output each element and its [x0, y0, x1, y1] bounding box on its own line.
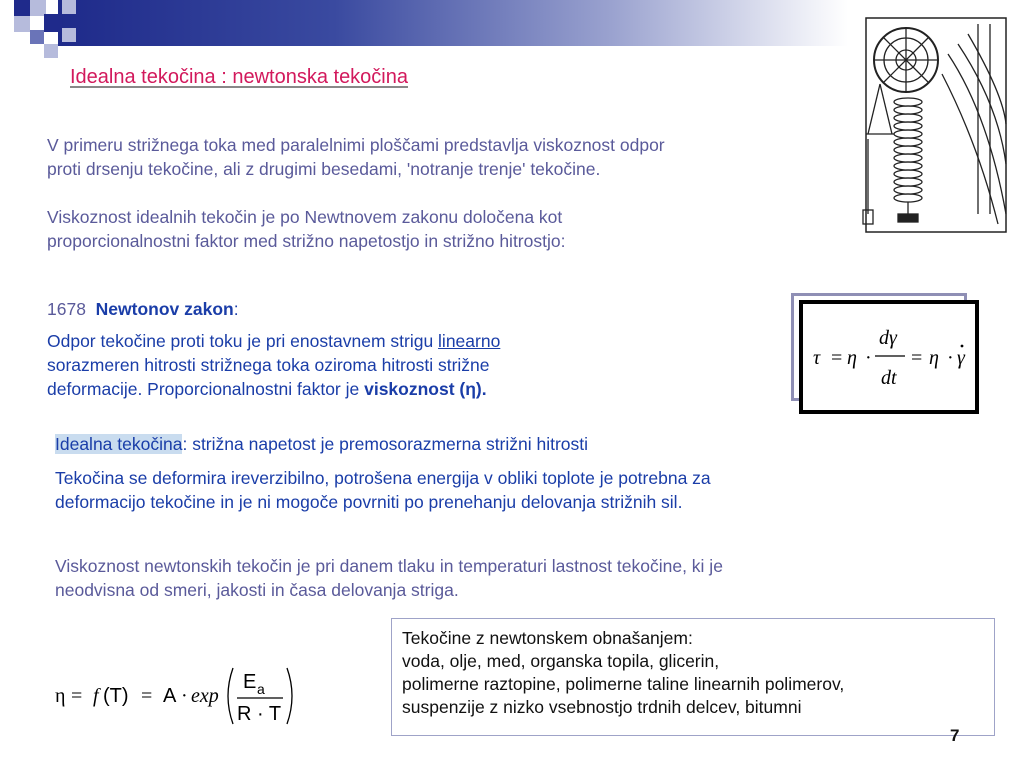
- info-line: polimerne raztopine, polimerne taline linearnih polimerov,: [402, 674, 845, 694]
- newtonian-line: neodvisna od smeri, jakosti in časa delovanja striga.: [55, 580, 459, 600]
- newtonian-fluids-box: [391, 618, 995, 736]
- newton-year: 1678: [47, 299, 86, 319]
- header-square-decoration: [14, 16, 30, 32]
- ideal-fluid-line: Idealna tekočina: strižna napetost je premosorazmerna strižni hitrosti: [55, 434, 589, 454]
- newton-line: deformacije. Proporcionalnostni faktor je viskoznost (η).: [47, 379, 487, 399]
- formula-denominator: dt: [881, 367, 897, 389]
- header-square-decoration: [62, 28, 76, 42]
- newton-line: Odpor tekočine proti toku je pri enostavnem strigu linearno: [47, 331, 501, 351]
- arr-f: f: [93, 685, 99, 707]
- formula-equals: =: [911, 347, 923, 369]
- arr-denominator: R · T: [237, 703, 282, 725]
- newton-law-heading: [47, 297, 239, 321]
- slide-title: Idealna tekočina : newtonska tekočina: [70, 66, 408, 88]
- definition-line: proporcionalnostni faktor med strižno napetostjo in strižno hitrostjo:: [47, 231, 566, 251]
- formula-eta: η: [847, 347, 857, 369]
- arr-equals: =: [71, 685, 83, 707]
- header-square-decoration: [44, 14, 62, 32]
- newton-law-name: Newtonov zakon: [95, 299, 234, 319]
- formula-gamma-dot: γ: [957, 347, 965, 369]
- ideal-fluid-section: [55, 432, 588, 456]
- arr-E: E: [243, 671, 257, 693]
- newton-line: sorazmeren hitrosti strižnega toka oziroma hitrosti strižne: [47, 355, 490, 375]
- arr-exp: exp: [191, 685, 219, 707]
- viscosity-definition: [47, 205, 565, 253]
- newton-law-colon: :: [233, 299, 239, 319]
- formula-tau: τ: [813, 347, 821, 369]
- arr-A: A: [163, 685, 177, 707]
- header-square-decoration: [62, 0, 76, 14]
- newton-formula-box: [799, 300, 979, 414]
- temperature-dependence-formula: [55, 660, 305, 730]
- header-square-decoration: [30, 30, 44, 44]
- arr-eta: η: [55, 685, 66, 707]
- header-gradient-bar: [58, 0, 848, 46]
- intro-line: V primeru strižnega toka med paralelnimi ploščami predstavlja viskoznost odpor: [47, 135, 665, 155]
- ideal-fluid-line: deformacijo tekočine in je ni mogoče povrniti po prenehanju delovanja strižnih sil.: [55, 492, 683, 512]
- page-number: 7: [950, 726, 960, 745]
- arr-T: (T): [103, 685, 129, 707]
- info-line: voda, olje, med, organska topila, glicerin,: [402, 651, 720, 671]
- intro-paragraph: [47, 133, 665, 181]
- formula-equals: =: [831, 347, 843, 369]
- header-square-decoration: [44, 44, 58, 58]
- intro-line: proti drsenju tekočine, ali z drugimi besedami, 'notranje trenje' tekočine.: [47, 159, 601, 179]
- formula-dot: ·: [947, 347, 954, 369]
- newton-law-text: [47, 329, 500, 401]
- formula-dot: ·: [865, 347, 872, 369]
- viscosity-term: viskoznost (η).: [364, 379, 487, 399]
- info-line: suspenzije z nizko vsebnostjo trdnih delcev, bitumni: [402, 697, 802, 717]
- arr-dot: ·: [181, 685, 188, 707]
- newtonian-viscosity-paragraph: [55, 554, 723, 602]
- arr-a: a: [257, 681, 265, 697]
- linearno-link[interactable]: linearno: [438, 331, 501, 351]
- newtonian-line: Viskoznost newtonskih tekočin je pri danem tlaku in temperaturi lastnost tekočine, ki je: [55, 556, 723, 576]
- viscometer-illustration: [858, 14, 1014, 236]
- ideal-fluid-term: Idealna tekočina: [55, 434, 183, 454]
- definition-line: Viskoznost idealnih tekočin je po Newtnovem zakonu določena kot: [47, 207, 563, 227]
- ideal-fluid-line: Tekočina se deformira ireverzibilno, potrošena energija v obliki toplote je potrebna za: [55, 468, 711, 488]
- info-line: Tekočine z newtonskem obnašanjem:: [402, 628, 693, 648]
- header-square-decoration: [14, 0, 30, 16]
- arr-equals: =: [141, 685, 153, 707]
- formula-numerator: dγ: [879, 327, 897, 349]
- formula-eta: η: [929, 347, 939, 369]
- ideal-fluid-description: [55, 466, 711, 514]
